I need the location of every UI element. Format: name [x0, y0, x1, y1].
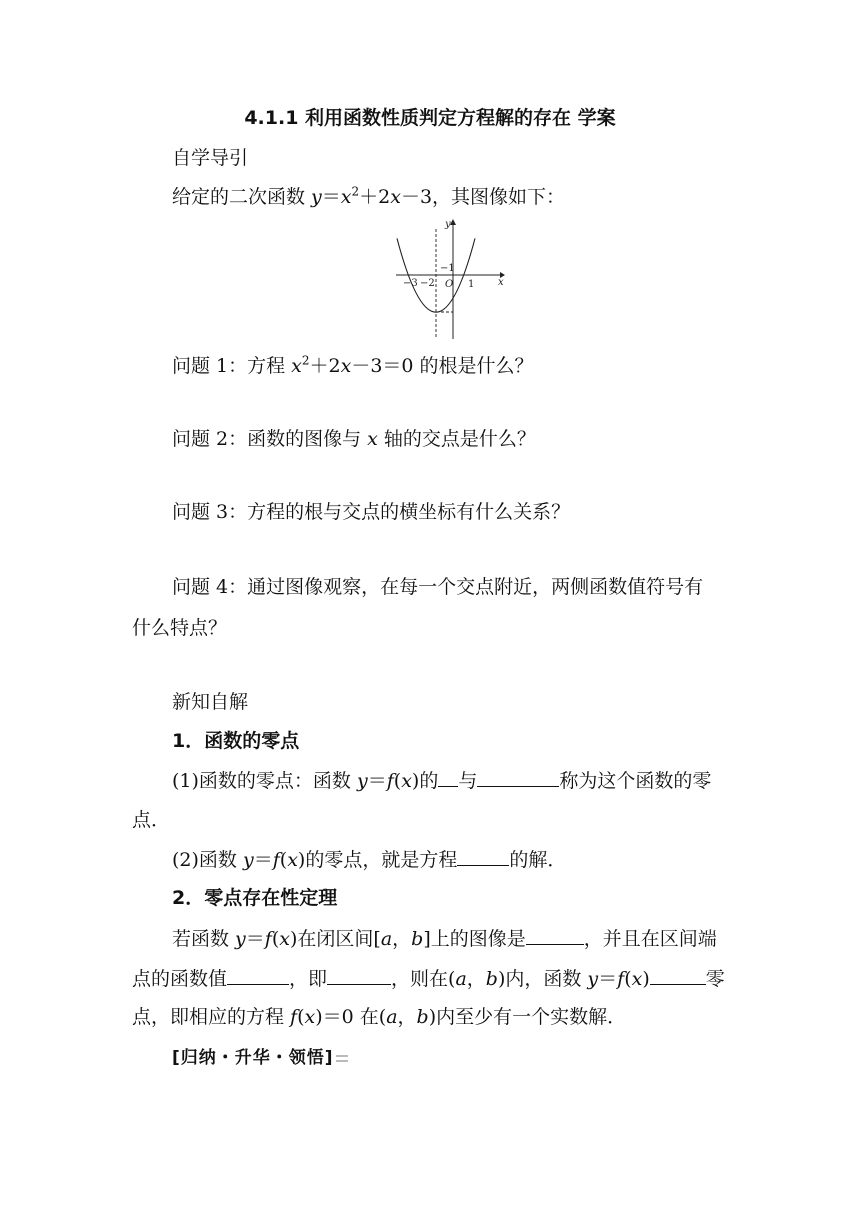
- tick-minus-2: −2: [420, 278, 435, 289]
- blank-3[interactable]: [457, 845, 509, 866]
- tick-minus-3: −3: [403, 278, 418, 289]
- question-1: 问题 1：方程 $x^2+2x-3=0$ 的根是什么？: [172, 353, 534, 377]
- blank-5[interactable]: [227, 964, 289, 985]
- question-2: 问题 2：函数的图像与 x 轴的交点是什么？: [172, 428, 536, 450]
- para-3-line-1: 若函数 y＝f(x)在闭区间[a，b]上的图像是 ，并且在区间端: [172, 924, 717, 953]
- summary-bar-icon: [336, 1055, 348, 1062]
- y-axis-arrow: [450, 219, 456, 225]
- para-1-line-2: 点．: [132, 809, 171, 831]
- section-new-knowledge: 新知自解: [172, 691, 249, 713]
- blank-1[interactable]: [438, 766, 458, 787]
- blank-4[interactable]: [526, 924, 584, 945]
- heading-zeros: 1．函数的零点: [172, 730, 300, 752]
- question-3: 问题 3：方程的根与交点的横坐标有什么关系？: [172, 501, 571, 523]
- para-2: (2)函数 y＝f(x)的零点，就是方程 的解．: [172, 845, 566, 874]
- blank-6[interactable]: [327, 964, 391, 985]
- axis-x-label: x: [498, 277, 504, 288]
- tick-minus-1: −1: [440, 263, 455, 274]
- blank-2[interactable]: [477, 766, 559, 787]
- parabola-graph: [392, 215, 508, 340]
- question-4-line-1: 问题 4：通过图像观察，在每一个交点附近，两侧函数值符号有: [172, 576, 704, 598]
- intro-line: 给定的二次函数 $y=x^2+2x-3$，其图像如下：: [172, 184, 566, 208]
- para-3-line-2: 点的函数值 ，即 ，则在(a，b)内，函数 y＝f(x) 零: [132, 964, 725, 993]
- question-4-line-2: 什么特点？: [132, 617, 228, 639]
- page-title: 4.1.1 利用函数性质判定方程解的存在 学案: [244, 107, 616, 129]
- heading-theorem: 2．零点存在性定理: [172, 887, 338, 909]
- section-self-study: 自学导引: [172, 147, 249, 169]
- axis-y-label: y: [445, 219, 451, 230]
- para-3-line-3: 点，即相应的方程 f(x)＝0 在(a，b)内至少有一个实数解．: [132, 1006, 627, 1028]
- tick-one: 1: [468, 279, 475, 290]
- blank-7[interactable]: [650, 964, 706, 985]
- summary-heading: [归纳・升华・领悟]: [172, 1043, 348, 1068]
- para-1-line-1: (1)函数的零点：函数 y＝f(x)的 与 称为这个函数的零: [172, 766, 711, 795]
- origin-label: O: [445, 279, 454, 290]
